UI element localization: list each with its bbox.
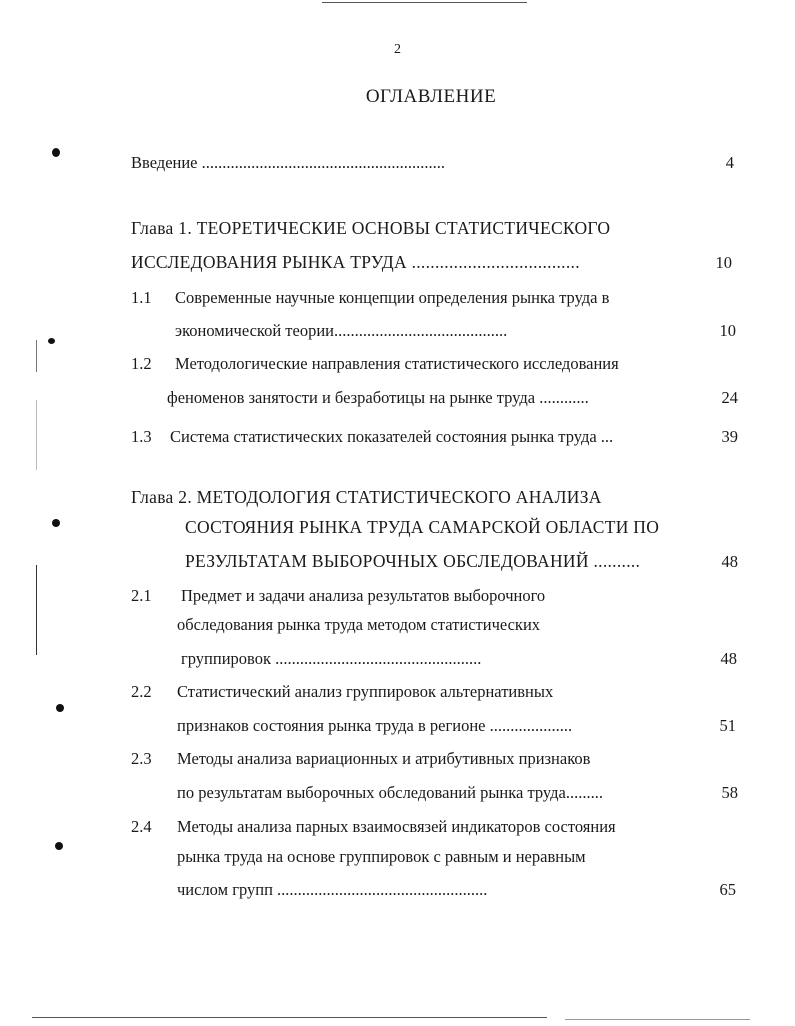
- section-1-2-line2: феноменов занятости и безработицы на рынке труда ............: [167, 388, 589, 407]
- chapter-1-title-line2: ИССЛЕДОВАНИЯ РЫНКА ТРУДА ....................................: [131, 252, 580, 272]
- punch-hole-mark: [55, 842, 63, 850]
- section-1-2-page: 24: [721, 388, 738, 407]
- section-1-3-line1: Система статистических показателей состояния рынка труда ...: [170, 427, 614, 446]
- section-2-4-page: 65: [719, 880, 736, 899]
- bottom-rule-right: [565, 1019, 750, 1020]
- section-2-2-line1: Статистический анализ группировок альтернативных: [177, 682, 554, 701]
- bottom-rule: [32, 1017, 547, 1018]
- section-1-1-page: 10: [719, 321, 736, 340]
- punch-hole-mark: [56, 704, 64, 712]
- section-1-1-line2: экономической теории..........................................: [175, 321, 508, 340]
- chapter-2-page: 48: [721, 552, 738, 571]
- punch-hole-mark: [52, 519, 60, 527]
- section-2-1-line1: Предмет и задачи анализа результатов выборочного: [181, 586, 546, 605]
- section-1-3-number: 1.3: [131, 427, 152, 446]
- section-2-4-number: 2.4: [131, 817, 152, 836]
- chapter-2-title-line2: СОСТОЯНИЯ РЫНКА ТРУДА САМАРСКОЙ ОБЛАСТИ ПО: [185, 517, 660, 537]
- toc-title: ОГЛАВЛЕНИЕ: [365, 86, 497, 107]
- section-1-2-number: 1.2: [131, 354, 152, 373]
- section-2-3-line1: Методы анализа вариационных и атрибутивных признаков: [177, 749, 591, 768]
- toc-entry-intro: Введение ...........................................................: [131, 153, 446, 172]
- section-2-4-line1: Методы анализа парных взаимосвязей индикаторов состояния: [177, 817, 616, 836]
- toc-page-intro: 4: [725, 153, 734, 172]
- section-1-3-page: 39: [721, 427, 738, 446]
- top-rule: [322, 2, 527, 3]
- section-2-2-line2: признаков состояния рынка труда в регионе ....................: [177, 716, 573, 735]
- section-2-2-number: 2.2: [131, 682, 152, 701]
- section-1-1-number: 1.1: [131, 288, 152, 307]
- section-2-2-page: 51: [719, 716, 736, 735]
- chapter-1-page: 10: [715, 253, 732, 272]
- section-1-1-line1: Современные научные концепции определения рынка труда в: [175, 288, 610, 307]
- section-2-1-line2: обследования рынка труда методом статистических: [177, 615, 541, 634]
- section-2-3-page: 58: [721, 783, 738, 802]
- punch-hole-mark: [52, 148, 60, 157]
- page-number: 2: [394, 42, 401, 57]
- section-2-1-page: 48: [720, 649, 737, 668]
- section-2-3-number: 2.3: [131, 749, 152, 768]
- section-2-1-line3: группировок ..................................................: [181, 649, 482, 668]
- chapter-2-title-line1: Глава 2. МЕТОДОЛОГИЯ СТАТИСТИЧЕСКОГО АНАЛИЗА: [131, 487, 602, 507]
- punch-hole-mark: [48, 338, 55, 344]
- section-2-1-number: 2.1: [131, 586, 152, 605]
- section-2-4-line2: рынка труда на основе группировок с равным и неравным: [177, 847, 586, 866]
- chapter-2-title-line3: РЕЗУЛЬТАТАМ ВЫБОРОЧНЫХ ОБСЛЕДОВАНИЙ ..........: [185, 551, 641, 571]
- chapter-1-title-line1: Глава 1. ТЕОРЕТИЧЕСКИЕ ОСНОВЫ СТАТИСТИЧЕСКОГО: [131, 218, 611, 238]
- margin-mark: [36, 400, 37, 470]
- section-1-2-line1: Методологические направления статистического исследования: [175, 354, 619, 373]
- margin-mark: [36, 340, 37, 372]
- section-2-4-line3: числом групп ...................................................: [177, 880, 488, 899]
- margin-mark: [36, 565, 37, 655]
- section-2-3-line2: по результатам выборочных обследований рынка труда.........: [177, 783, 603, 802]
